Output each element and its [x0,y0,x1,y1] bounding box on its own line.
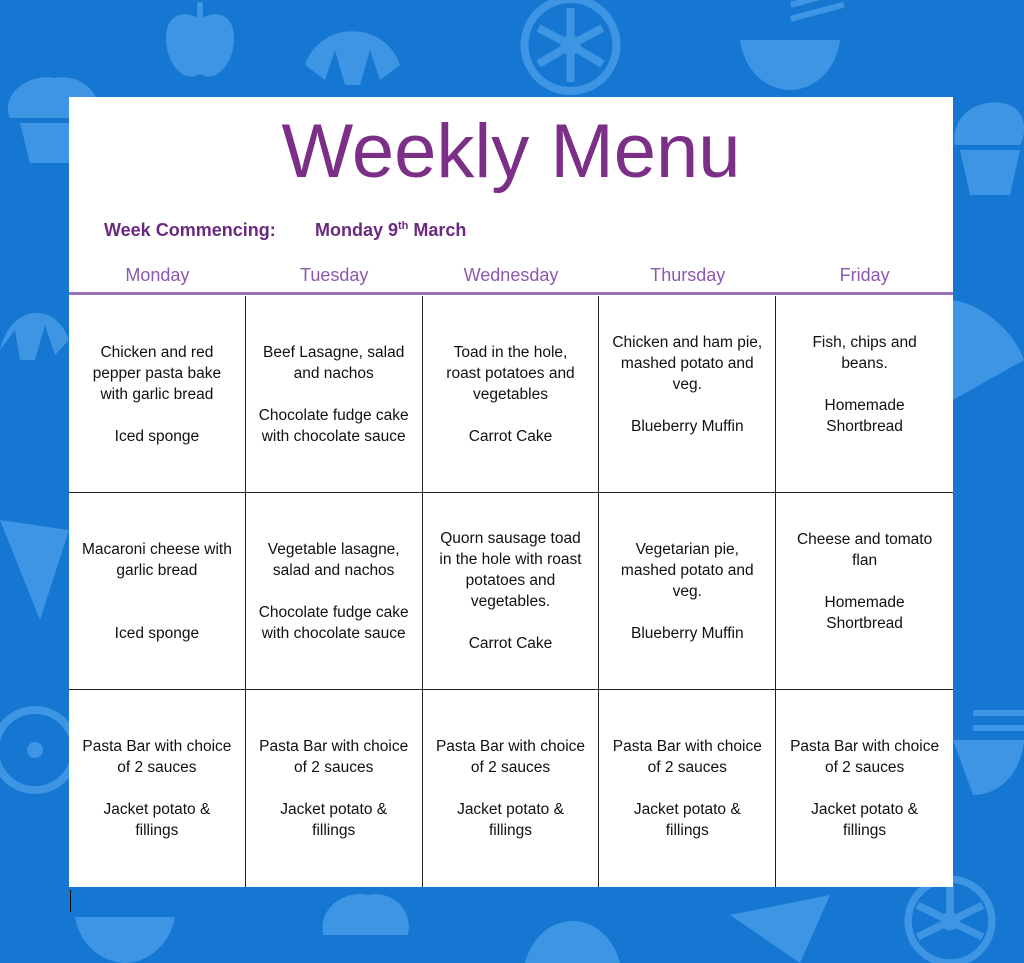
main-dish: Toad in the hole, roast potatoes and vegetables [446,343,575,403]
dessert: Iced sponge [114,427,200,445]
week-date-suffix: th [398,220,409,232]
day-header-row [69,260,953,290]
noodle-bowl-icon [953,700,1024,800]
main-dish: Chicken and red pepper pasta bake with garlic bread [92,343,222,403]
dessert: Jacket potato & fillings [457,801,564,839]
pizza-slice-icon [953,290,1024,410]
day-header-wednesday: Wednesday [463,265,559,285]
main-dish: Quorn sausage toad in the hole with roast potatoes and vegetables. [439,530,582,610]
week-date-month: March [408,220,467,240]
dessert: Jacket potato & fillings [280,801,388,839]
croissant-icon [300,10,405,90]
header-divider [69,292,953,295]
text-cursor [70,890,71,912]
menu-cell [246,296,423,493]
main-dish: Pasta Bar with choice of 2 sauces [790,738,940,776]
pizza-slice-icon [0,510,69,630]
day-header-monday: Monday [125,265,190,285]
cupcake-icon [318,890,413,963]
day-header-thursday: Thursday [650,265,726,285]
croissant-icon [0,290,69,370]
week-commencing-date [315,220,466,241]
dessert: Jacket potato & fillings [811,801,919,839]
main-dish: Pasta Bar with choice of 2 sauces [612,738,762,776]
dessert: Jacket potato & fillings [633,801,741,839]
main-dish: Macaroni cheese with garlic bread [81,540,232,579]
week-commencing-label: Week Commencing: [104,220,276,240]
dessert: Chocolate fudge cake with chocolate sauce [258,406,409,445]
main-dish: Beef Lasagne, salad and nachos [263,343,405,382]
page-title: Weekly Menu [281,109,741,194]
menu-cell [423,493,600,690]
main-dish: Pasta Bar with choice of 2 sauces [435,738,586,776]
main-dish: Fish, chips and beans. [812,334,917,372]
menu-cell [776,690,953,887]
pizza-slice-icon [730,895,835,963]
dessert: Iced sponge [114,624,200,642]
menu-cell [423,690,600,887]
dessert: Carrot Cake [468,635,553,652]
orange-slice-icon [0,700,69,800]
menu-cell [246,493,423,690]
dessert: Carrot Cake [468,427,553,445]
dessert: Homemade Shortbread [824,594,905,632]
main-dish: Vegetarian pie, mashed potato and veg. [620,540,754,600]
menu-cell [599,690,776,887]
menu-cell [599,493,776,690]
menu-cell [69,296,246,493]
day-header-friday: Friday [839,265,890,285]
main-dish: Chicken and ham pie, mashed potato and veg. [612,334,763,393]
menu-cell [776,493,953,690]
croissant-icon [520,887,625,963]
cupcake-icon [950,95,1024,195]
week-date-day: Monday 9 [315,220,399,240]
noodle-bowl-icon [735,0,845,95]
main-dish: Vegetable lasagne, salad and nachos [267,540,400,579]
day-header-tuesday: Tuesday [300,265,369,285]
menu-cell [423,296,600,493]
noodle-bowl-icon [70,887,180,963]
dessert: Chocolate fudge cake with chocolate sauce [258,603,409,642]
main-dish: Pasta Bar with choice of 2 sauces [259,738,409,776]
menu-cell [69,690,246,887]
menu-cell [69,493,246,690]
dessert: Jacket potato & fillings [103,801,211,839]
main-dish: Cheese and tomato flan [796,531,933,569]
dessert: Blueberry Muffin [631,624,744,642]
dessert: Blueberry Muffin [631,418,744,435]
menu-grid [69,296,953,887]
menu-cell [776,296,953,493]
main-dish: Pasta Bar with choice of 2 sauces [82,738,232,776]
apple-icon [160,0,240,85]
menu-cell [246,690,423,887]
orange-slice-icon [518,0,623,100]
menu-sheet [69,97,953,887]
dessert: Homemade Shortbread [824,397,905,435]
menu-cell [599,296,776,493]
